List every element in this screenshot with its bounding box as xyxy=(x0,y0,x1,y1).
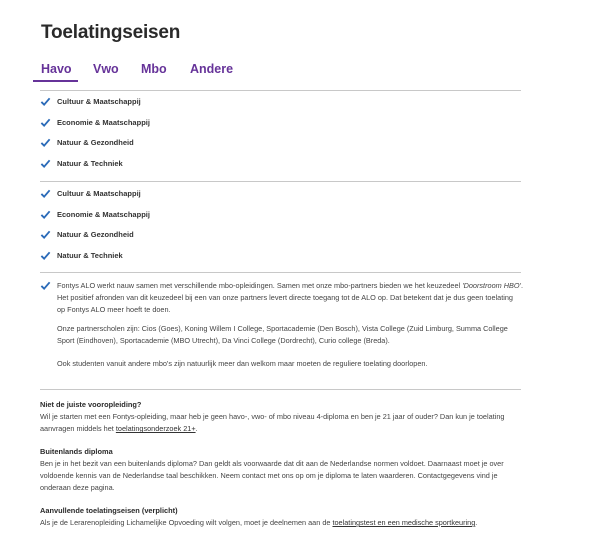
toelatingstest-link[interactable]: toelatingstest en een medische sportkeuring xyxy=(332,518,476,527)
mbo-paragraph-3: Ook studenten vanuit andere mbo's zijn natuurlijk meer dan welkom maar moeten de reguliere toelating doorlopen. xyxy=(57,359,428,368)
toelatingsonderzoek-link[interactable]: toelatingsonderzoek 21+ xyxy=(115,424,196,434)
list-item xyxy=(40,94,141,108)
section-text: Als je de Lerarenopleiding Lichamelijke Opvoeding wilt volgen, moet je deelnemen aan de toelatingstest en een medische sportkeuring. xyxy=(40,518,478,527)
divider xyxy=(40,181,521,182)
profile-label: Natuur & Techniek xyxy=(57,158,123,168)
checkmark-icon xyxy=(40,188,51,199)
tab-mbo[interactable]: Mbo xyxy=(141,62,167,76)
profile-label: Natuur & Gezondheid xyxy=(57,137,134,147)
checkmark-icon xyxy=(40,96,51,107)
profile-label: Economie & Maatschappij xyxy=(57,209,150,219)
checkmark-icon xyxy=(40,137,51,148)
active-tab-indicator xyxy=(33,80,78,82)
checkmark-icon xyxy=(40,280,51,291)
list-item xyxy=(40,186,141,200)
profile-label: Cultuur & Maatschappij xyxy=(57,188,141,198)
checkmark-icon xyxy=(40,229,51,240)
mbo-paragraph-2: Onze partnerscholen zijn: Cios (Goes), Koning Willem I College, Sportacademie (Den Bosch), Vista College (Zuid Limburg, Summa College Sport (Eindhoven), Sportacademie (MBO Utrecht), Da Vinci College (Dordrecht), Curio college (Breda). xyxy=(57,324,508,346)
list-item xyxy=(40,115,150,129)
checkmark-icon xyxy=(40,158,51,169)
section-title: Buitenlands diploma xyxy=(40,447,113,456)
profile-label: Economie & Maatschappij xyxy=(57,117,150,127)
checkmark-icon xyxy=(40,117,51,128)
checkmark-icon xyxy=(40,250,51,261)
profile-label: Natuur & Gezondheid xyxy=(57,229,134,239)
section-text: Ben je in het bezit van een buitenlands diploma? Dan geldt als voorwaarde dat dit aan de Nederlandse normen voldoet. Daarnaast moet je over voldoende kennis van de Nederlandse taal beschikken. Neem contact met ons op om je diploma te laten waarderen. Contactgegevens vind je onderaan deze pagina. xyxy=(40,459,504,493)
tab-vwo[interactable]: Vwo xyxy=(93,62,119,76)
divider xyxy=(40,389,521,390)
list-item xyxy=(40,135,134,149)
section-title: Niet de juiste vooropleiding? xyxy=(40,400,142,409)
divider xyxy=(40,272,521,273)
list-item xyxy=(40,248,123,262)
tab-andere[interactable]: Andere xyxy=(190,62,234,76)
mbo-paragraph-1: Fontys ALO werkt nauw samen met verschillende mbo-opleidingen. Samen met onze mbo-partners bieden we het keuzedeel 'Doorstroom HBO'. Het positief afronden van dit keuzedeel bij een van onze partners levert directe toegang tot de ALO op. Dat betekent dat je dus geen toelating op Fontys ALO meer hoeft te doen. xyxy=(57,281,523,315)
section-title: Aanvullende toelatingseisen (verplicht) xyxy=(40,506,178,515)
tab-havo[interactable]: Havo xyxy=(41,62,72,76)
profile-label: Cultuur & Maatschappij xyxy=(57,96,141,106)
list-item xyxy=(40,227,134,241)
profile-label: Natuur & Techniek xyxy=(57,250,123,260)
divider xyxy=(40,90,521,91)
checkmark-icon xyxy=(40,209,51,220)
list-item xyxy=(40,156,123,170)
page-title: Toelatingseisen xyxy=(41,22,181,43)
section-text: Wil je starten met een Fontys-opleiding, maar heb je geen havo-, vwo- of mbo niveau 4-diploma en ben je 21 jaar of ouder? Dan kun je toelating aanvragen middels het toelatingsonderzoek 21+. xyxy=(40,412,505,434)
list-item xyxy=(40,207,150,221)
